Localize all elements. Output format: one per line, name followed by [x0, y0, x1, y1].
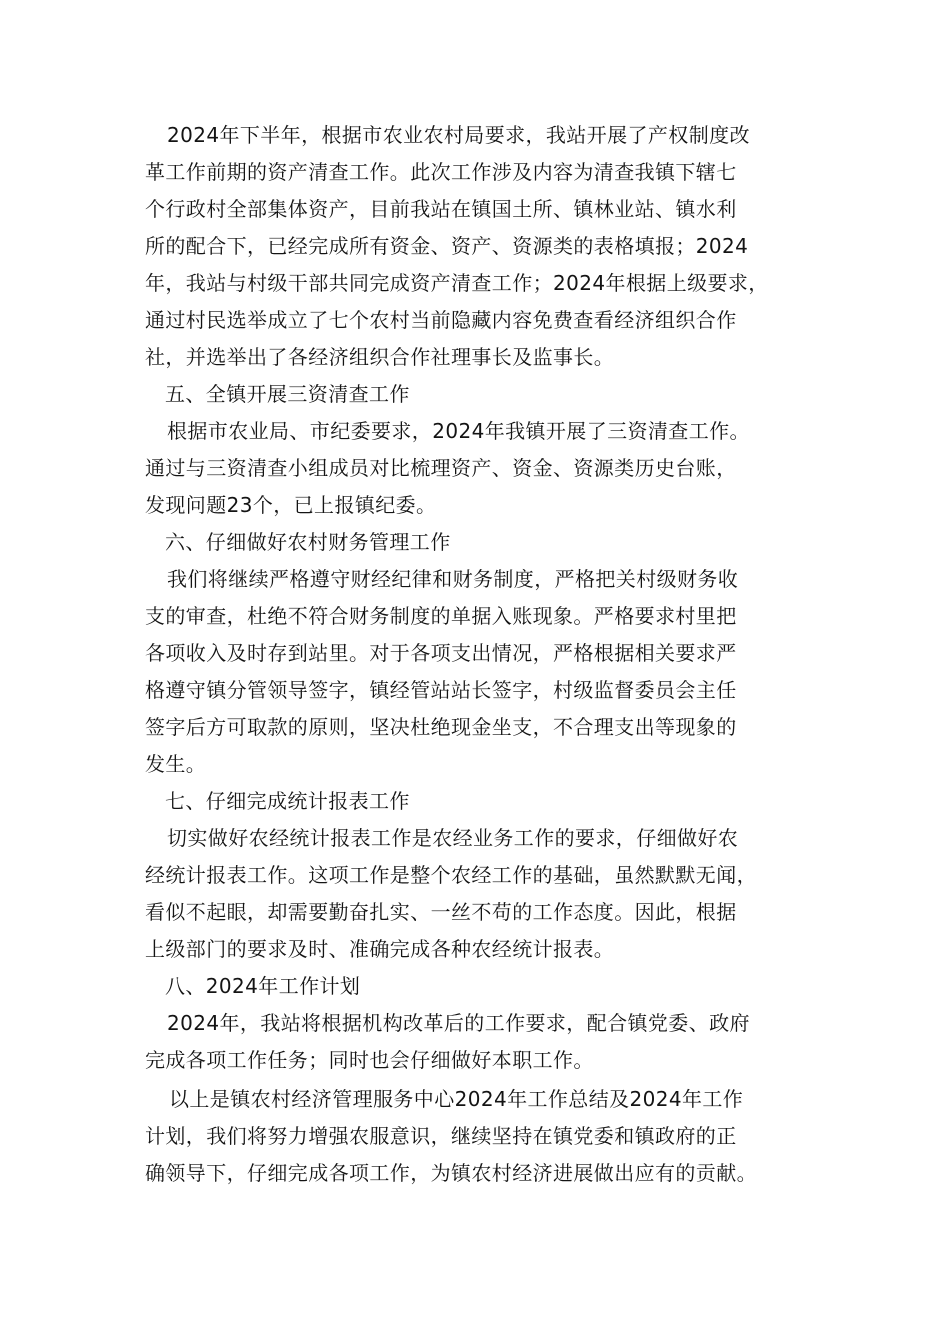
- text-line: 2024年，我站将根据机构改革后的工作要求，配合镇党委、政府: [167, 1011, 750, 1035]
- text-line: 根据市农业局、市纪委要求，2024年我镇开展了三资清查工作。: [167, 419, 750, 443]
- text-line: 通过与三资清查小组成员对比梳理资产、资金、资源类历史台账，: [145, 456, 737, 480]
- text-line: 所的配合下，已经完成所有资金、资产、资源类的表格填报；2024: [145, 234, 749, 258]
- text-line: 签字后方可取款的原则，坚决杜绝现金坐支，不合理支出等现象的: [145, 715, 737, 739]
- text-line: 社，并选举出了各经济组织合作社理事长及监事长。: [145, 345, 615, 369]
- section-heading: [145, 783, 825, 820]
- heading-text: 七、仔细完成统计报表工作: [165, 789, 410, 813]
- heading-text: 五、全镇开展三资清查工作: [165, 382, 410, 406]
- text-line: 上级部门的要求及时、准确完成各种农经统计报表。: [145, 937, 615, 961]
- text-line: 确领导下，仔细完成各项工作，为镇农村经济进展做出应有的贡献。: [145, 1161, 757, 1185]
- text-line: 发生。: [145, 752, 207, 776]
- section-heading: [145, 524, 825, 561]
- text-line: 支的审查，杜绝不符合财务制度的单据入账现象。严格要求村里把: [145, 604, 737, 628]
- text-line: 发现问题23个，已上报镇纪委。: [145, 493, 437, 517]
- text-line: 格遵守镇分管领导签字，镇经管站站长签字，村级监督委员会主任: [145, 678, 737, 702]
- body-paragraph: [145, 413, 825, 524]
- body-paragraph: [145, 561, 825, 783]
- text-line: 经统计报表工作。这项工作是整个农经工作的基础，虽然默默无闻，: [145, 863, 757, 887]
- text-line: 以上是镇农村经济管理服务中心2024年工作总结及2024年工作: [169, 1087, 744, 1111]
- body-paragraph: [145, 820, 825, 968]
- text-line: 年，我站与村级干部共同完成资产清查工作；2024年根据上级要求，: [145, 271, 769, 295]
- text-line: 革工作前期的资产清查工作。此次工作涉及内容为清查我镇下辖七: [145, 160, 737, 184]
- text-line: 2024年下半年，根据市农业农村局要求，我站开展了产权制度改: [167, 123, 750, 147]
- text-line: 完成各项工作任务；同时也会仔细做好本职工作。: [145, 1048, 594, 1072]
- text-line: 个行政村全部集体资产，目前我站在镇国土所、镇林业站、镇水利: [145, 197, 737, 221]
- heading-text: 八、2024年工作计划: [165, 974, 361, 998]
- summary-paragraph: [145, 1081, 825, 1192]
- body-paragraph: [145, 1005, 825, 1079]
- text-line: 我们将继续严格遵守财经纪律和财务制度，严格把关村级财务收: [167, 567, 739, 591]
- heading-text: 六、仔细做好农村财务管理工作: [165, 530, 451, 554]
- text-line: 看似不起眼，却需要勤奋扎实、一丝不苟的工作态度。因此，根据: [145, 900, 737, 924]
- text-line: 各项收入及时存到站里。对于各项支出情况，严格根据相关要求严: [145, 641, 737, 665]
- document-body: [145, 117, 825, 1192]
- section-heading: [145, 376, 825, 413]
- text-line: 计划，我们将努力增强农服意识，继续坚持在镇党委和镇政府的正: [145, 1124, 737, 1148]
- text-line: 切实做好农经统计报表工作是农经业务工作的要求，仔细做好农: [167, 826, 739, 850]
- section-heading: [145, 968, 825, 1005]
- text-line: 通过村民选举成立了七个农村当前隐藏内容免费查看经济组织合作: [145, 308, 737, 332]
- body-paragraph: [145, 117, 825, 376]
